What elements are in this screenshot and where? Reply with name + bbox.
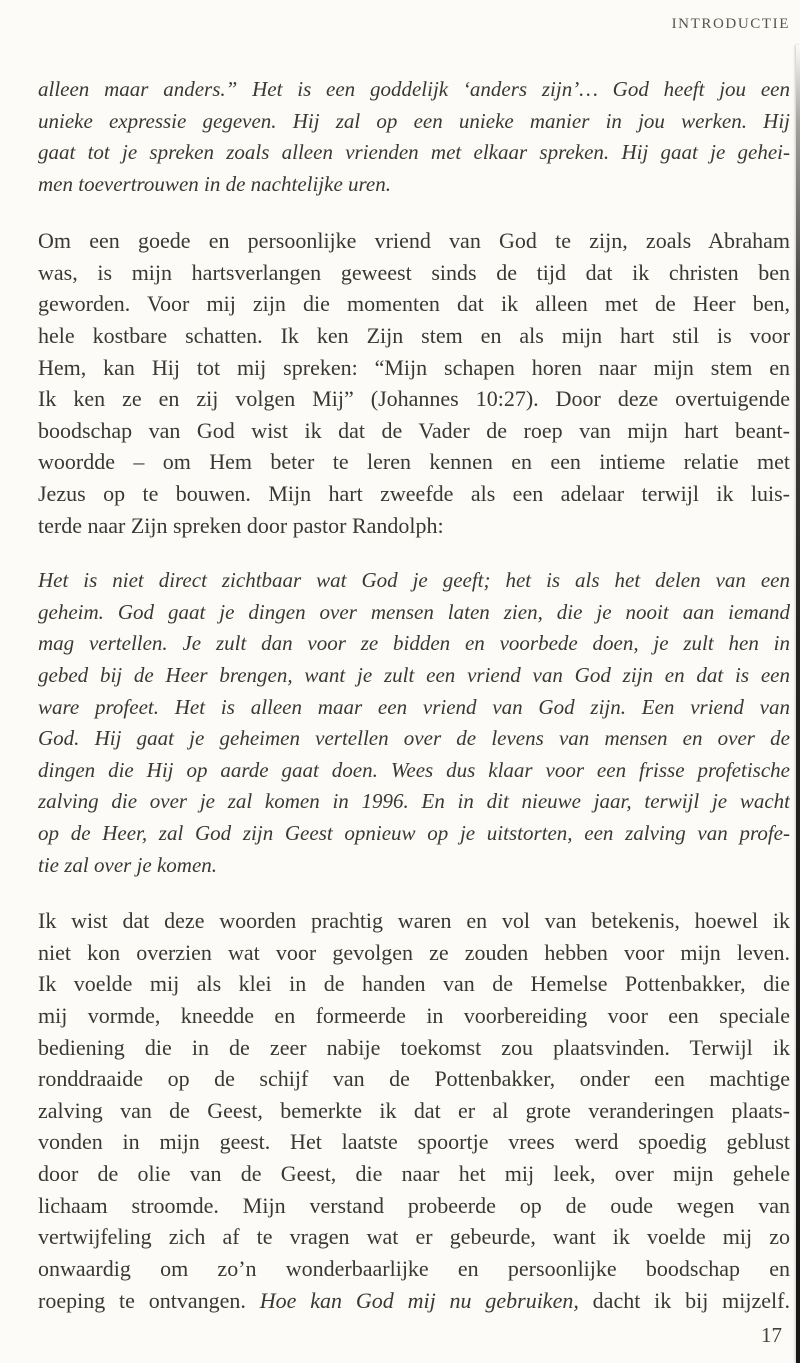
- text-line: Jezus op te bouwen. Mijn hart zweefde als een adelaar terwijl ik luis-: [38, 481, 790, 507]
- text-line: alleen maar anders.” Het is een goddelijk ‘anders zijn’… God heeft jou een: [38, 77, 790, 101]
- inline-text: dacht ik bij mijzelf.: [578, 1287, 790, 1313]
- inline-text: roeping te ontvangen.: [38, 1287, 260, 1313]
- text-line: bediening die in de zeer nabije toekomst zou plaatsvinden. Terwijl ik: [38, 1034, 790, 1060]
- text-line: door de olie van de Geest, die naar het mij leek, over mijn gehele: [38, 1161, 790, 1187]
- text-line: dingen die Hij op aarde gaat doen. Wees dus klaar voor een frisse profetische: [38, 757, 790, 782]
- text-line: gebed bij de Heer brengen, want je zult een vriend van God zijn en dat is een: [38, 662, 790, 687]
- text-line: mij vormde, kneedde en formeerde in voorbereiding voor een speciale: [38, 1002, 790, 1028]
- text-line: men toevertrouwen in de nachtelijke uren.: [38, 171, 392, 196]
- scan-edge-shadow: [796, 45, 800, 1363]
- paragraph: [38, 905, 790, 1316]
- paragraph: [38, 74, 790, 201]
- text-line: was, is mijn hartsverlangen geweest sinds de tijd dat ik christen ben: [38, 259, 790, 285]
- text-line: Ik voelde mij als klei in de handen van de Hemelse Pottenbakker, die: [38, 971, 790, 997]
- text-line: niet kon overzien wat voor gevolgen ze zouden hebben voor mijn leven.: [38, 939, 790, 965]
- text-line: Ik ken ze en zij volgen Mij” (Johannes 10:27). Door deze overtuigende: [38, 386, 790, 412]
- text-line: gaat tot je spreken zoals alleen vrienden met elkaar spreken. Hij gaat je gehei-: [38, 140, 790, 165]
- text-line: onwaardig om zo’n wonderbaarlijke en persoonlijke boodschap en: [38, 1256, 790, 1282]
- text-line: hele kostbare schatten. Ik ken Zijn stem en als mijn hart stil is voor: [38, 322, 790, 348]
- paragraph: [38, 225, 790, 541]
- text-line: woordde – om Hem beter te leren kennen en een intieme relatie met: [38, 449, 790, 475]
- text-line: terde naar Zijn spreken door pastor Randolph:: [38, 512, 444, 538]
- text-line: unieke expressie gegeven. Hij zal op een unieke manier in jou werken. Hij: [38, 108, 790, 133]
- text-line: zalving die over je zal komen in 1996. En in dit nieuwe jaar, terwijl je wacht: [38, 789, 790, 814]
- text-line: [38, 1285, 790, 1317]
- text-line: God. Hij gaat je geheimen vertellen over de levens van mensen en over de: [38, 726, 790, 751]
- text-line: Om een goede en persoonlijke vriend van God te zijn, zoals Abraham: [38, 228, 790, 253]
- text-line: vonden in mijn geest. Het laatste spoortje vrees werd spoedig geblust: [38, 1129, 790, 1155]
- text-line: Hem, kan Hij tot mij spreken: “Mijn schapen horen naar mijn stem en: [38, 354, 790, 380]
- running-header: INTRODUCTIE: [671, 16, 790, 32]
- text-line: Ik wist dat deze woorden prachtig waren en vol van betekenis, hoewel ik: [38, 908, 790, 933]
- text-line: ronddraaide op de schijf van de Pottenbakker, onder een machtige: [38, 1066, 790, 1092]
- inline-italic-phrase: Hoe kan God mij nu gebruiken,: [259, 1287, 579, 1313]
- text-line: mag vertellen. Je zult dan voor ze bidden en voorbede doen, je zult hen in: [38, 631, 790, 656]
- text-line: ware profeet. Het is alleen maar een vriend van God zijn. Een vriend van: [38, 694, 790, 719]
- text-line: tie zal over je komen.: [38, 852, 218, 877]
- text-line: op de Heer, zal God zijn Geest opnieuw op je uitstorten, een zalving van profe-: [38, 821, 790, 846]
- text-line: boodschap van God wist ik dat de Vader de roep van mijn hart beant-: [38, 417, 790, 443]
- text-line: geheim. God gaat je dingen over mensen laten zien, die je nooit aan iemand: [38, 599, 790, 624]
- text-line: lichaam stroomde. Mijn verstand probeerde op de oude wegen van: [38, 1192, 790, 1218]
- text-line: zalving van de Geest, bemerkte ik dat er al grote veranderingen plaats-: [38, 1097, 790, 1123]
- paragraph: [38, 565, 790, 881]
- text-line: Het is niet direct zichtbaar wat God je geeft; het is als het delen van een: [38, 568, 790, 592]
- text-line: geworden. Voor mij zijn die momenten dat ik alleen met de Heer ben,: [38, 291, 790, 317]
- page-number: 17: [761, 1323, 782, 1347]
- text-line: vertwijfeling zich af te vragen wat er gebeurde, want ik voelde mij zo: [38, 1224, 790, 1250]
